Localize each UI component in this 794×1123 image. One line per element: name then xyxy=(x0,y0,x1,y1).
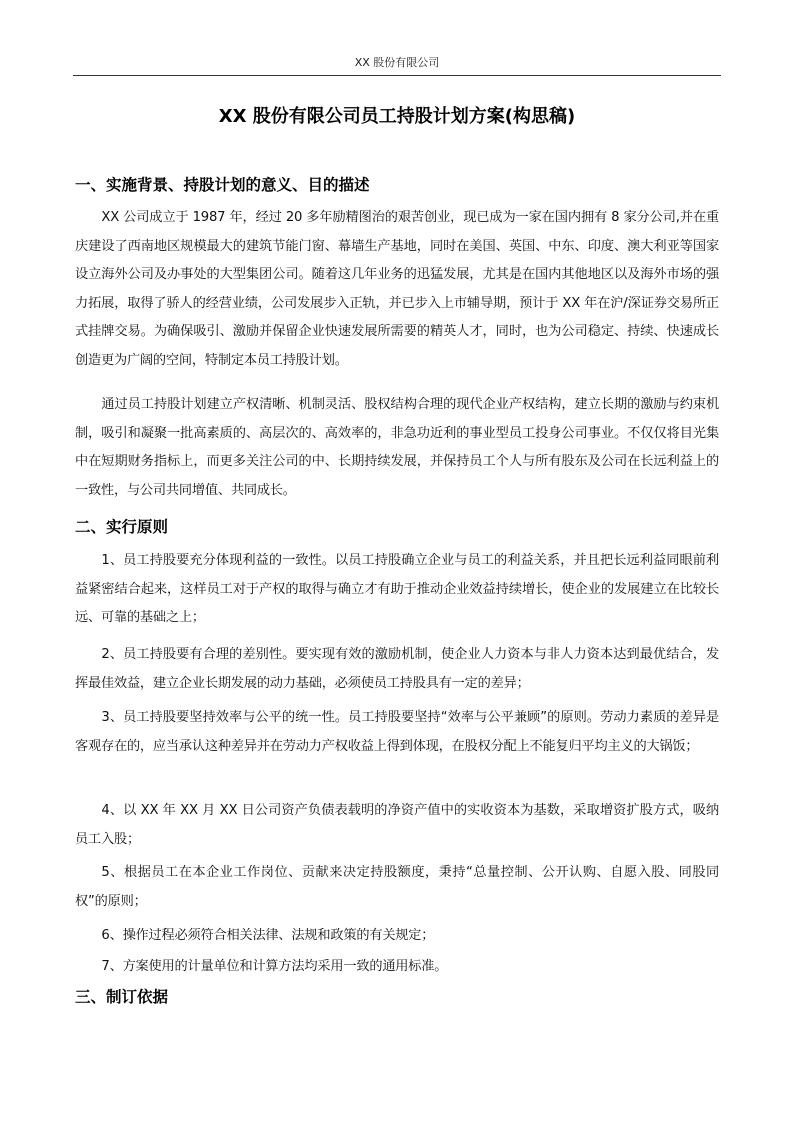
section-heading-basis: 三、制订依据 xyxy=(75,988,169,1006)
principle-item-1: 1、员工持股要充分体现利益的一致性。以员工持股确立企业与员工的利益关系，并且把长远利益同眼前利益紧密结合起来，这样员工对于产权的取得与确立才有助于推动企业效益持续增长，使企业的发展建立在比较长远、可靠的基础之上； xyxy=(75,553,719,625)
paragraph-background: XX 公司成立于 1987 年，经过 20 多年励精图治的艰苦创业，现已成为一家在国内拥有 8 家分公司,并在重庆建设了西南地区规模最大的建筑节能门窗、幕墙生产基地，同时在美国、英国、中东、印度、澳大利亚等国家设立海外公司及办事处的大型集团公司。随着这几年业务的迅猛发展，尤其是在国内其他地区以及海外市场的强力拓展，取得了骄人的经营业绩，公司发展步入正轨，并已步入上市辅导期，预计于 XX 年在沪/深证券交易所正式挂牌交易。为确保吸引、激励并保留企业快速发展所需要的精英人才，同时，也为公司稳定、持续、快速成长创造更为广阔的空间，特制定本员工持股计划。 xyxy=(75,210,719,368)
header-company-name: XX 股份有限公司 xyxy=(354,56,440,69)
principle-item-5: 5、根据员工在本企业工作岗位、贡献来决定持股额度，秉持“总量控制、公开认购、自愿入股、同股同权”的原则； xyxy=(75,865,719,909)
principle-item-4: 4、以 XX 年 XX 月 XX 日公司资产负债表载明的净资产值中的实收资本为基数，采取增资扩股方式，吸纳员工入股； xyxy=(75,803,719,847)
principle-item-6: 6、操作过程必须符合相关法律、法规和政策的有关规定； xyxy=(101,928,435,943)
section-heading-background: 一、实施背景、持股计划的意义、目的描述 xyxy=(75,176,370,194)
principle-item-3: 3、员工持股要坚持效率与公平的统一性。员工持股要坚持“效率与公平兼顾”的原则。劳动力素质的差异是客观存在的，应当承认这种差异并在劳动力产权收益上得到体现，在股权分配上不能复归平均主义的大锅饭； xyxy=(75,710,719,754)
principle-item-7: 7、方案使用的计量单位和计算方法均采用一致的通用标准。 xyxy=(101,959,448,974)
document-title: XX 股份有限公司员工持股计划方案(构思稿) xyxy=(218,106,576,127)
paragraph-purpose: 通过员工持股计划建立产权清晰、机制灵活、股权结构合理的现代企业产权结构，建立长期的激励与约束机制，吸引和凝聚一批高素质的、高层次的、高效率的，非急功近利的事业型员工投身公司事业。不仅仅将目光集中在短期财务指标上，而更多关注公司的中、长期持续发展，并保持员工个人与所有股东及公司在长远利益上的一致性，与公司共同增值、共同成长。 xyxy=(75,397,719,498)
principle-item-2: 2、员工持股要有合理的差别性。要实现有效的激励机制，使企业人力资本与非人力资本达到最优结合，发挥最佳效益，建立企业长期发展的动力基础，必须使员工持股具有一定的差异； xyxy=(75,647,719,691)
page-header xyxy=(73,55,721,76)
section-heading-principles: 二、实行原则 xyxy=(75,518,169,536)
